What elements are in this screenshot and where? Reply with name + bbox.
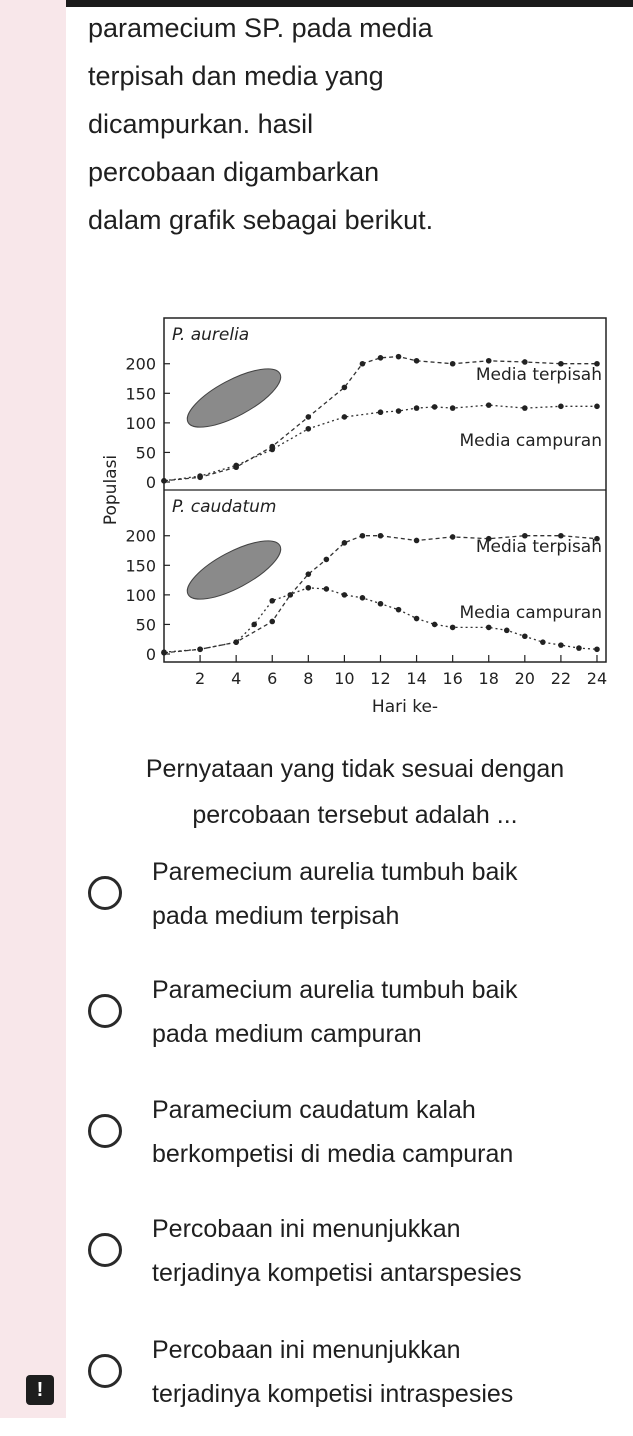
intro-line: percobaan digambarkan bbox=[88, 157, 380, 187]
option-c[interactable] bbox=[66, 1086, 633, 1196]
x-tick-label: 10 bbox=[334, 669, 355, 688]
data-point bbox=[414, 616, 420, 622]
series-label: Media campuran bbox=[459, 431, 602, 451]
y-tick-label: 50 bbox=[135, 615, 156, 635]
data-point bbox=[396, 354, 402, 360]
data-point bbox=[306, 585, 312, 591]
population-chart bbox=[86, 286, 616, 726]
intro-line: terpisah dan media yang bbox=[88, 61, 384, 91]
data-point bbox=[378, 355, 384, 361]
data-point bbox=[360, 533, 366, 539]
x-tick-label: 20 bbox=[514, 669, 535, 688]
data-point bbox=[414, 538, 420, 544]
data-point bbox=[161, 478, 167, 484]
x-tick-label: 4 bbox=[231, 669, 242, 688]
data-point bbox=[269, 447, 275, 453]
data-point bbox=[233, 639, 239, 645]
data-point bbox=[378, 601, 384, 607]
panel-title: P. aurelia bbox=[172, 325, 250, 345]
radio-button[interactable] bbox=[88, 1354, 122, 1388]
option-label bbox=[152, 968, 612, 1056]
y-tick-label: 0 bbox=[145, 645, 156, 664]
data-point bbox=[306, 414, 312, 420]
paramecium-illustration bbox=[180, 358, 289, 439]
data-point bbox=[576, 645, 582, 651]
data-point bbox=[324, 586, 330, 592]
series-label: Media campuran bbox=[459, 603, 602, 623]
data-point bbox=[342, 540, 348, 546]
option-label bbox=[152, 1207, 612, 1295]
option-label-line: Paremecium aurelia tumbuh baik bbox=[152, 858, 518, 886]
data-point bbox=[233, 463, 239, 469]
data-point bbox=[450, 625, 456, 631]
data-point bbox=[450, 405, 456, 411]
data-point bbox=[306, 571, 312, 577]
data-point bbox=[540, 639, 546, 645]
series-label: Media terpisah bbox=[475, 365, 602, 385]
option-label-line: Percobaan ini menunjukkan bbox=[152, 1215, 461, 1243]
y-tick-label: 100 bbox=[125, 585, 156, 605]
radio-button[interactable] bbox=[88, 994, 122, 1028]
intro-line: dicampurkan. hasil bbox=[88, 109, 314, 139]
option-label-line: berkompetisi di media campuran bbox=[152, 1140, 514, 1168]
data-point bbox=[161, 649, 167, 655]
y-tick-label: 0 bbox=[145, 473, 156, 492]
data-point bbox=[360, 361, 366, 367]
x-tick-label: 12 bbox=[370, 669, 391, 688]
data-point bbox=[251, 622, 257, 628]
option-label-line: pada medium terpisah bbox=[152, 902, 400, 930]
option-label-line: Paramecium caudatum kalah bbox=[152, 1096, 476, 1124]
x-axis-label: Hari ke- bbox=[371, 697, 439, 717]
question-text: Pernyataan yang tidak sesuai dengan percobaan tersebut adalah ... bbox=[145, 755, 565, 829]
data-point bbox=[450, 361, 456, 367]
data-point bbox=[522, 405, 528, 411]
data-point bbox=[432, 622, 438, 628]
data-point bbox=[342, 385, 348, 391]
option-label-line: Paramecium aurelia tumbuh baik bbox=[152, 976, 518, 1004]
data-point bbox=[522, 359, 528, 365]
radio-button[interactable] bbox=[88, 1114, 122, 1148]
data-point bbox=[558, 642, 564, 648]
data-point bbox=[396, 408, 402, 414]
data-point bbox=[324, 557, 330, 563]
data-point bbox=[594, 646, 600, 652]
panel-title: P. caudatum bbox=[172, 497, 277, 517]
radio-button[interactable] bbox=[88, 876, 122, 910]
data-point bbox=[522, 633, 528, 639]
x-tick-label: 8 bbox=[303, 669, 314, 688]
x-tick-label: 2 bbox=[194, 669, 206, 688]
data-point bbox=[486, 402, 492, 408]
option-a[interactable] bbox=[66, 848, 633, 958]
option-b[interactable] bbox=[66, 966, 633, 1076]
data-point bbox=[414, 358, 420, 364]
option-label bbox=[152, 850, 612, 938]
option-label-line: pada medium campuran bbox=[152, 1020, 422, 1048]
x-tick-label: 18 bbox=[478, 669, 499, 688]
data-point bbox=[396, 607, 402, 613]
side-strip bbox=[0, 0, 66, 1418]
option-d[interactable] bbox=[66, 1205, 633, 1315]
x-tick-label: 24 bbox=[586, 669, 608, 688]
x-tick-label: 22 bbox=[550, 669, 572, 688]
option-label-line: terjadinya kompetisi intraspesies bbox=[152, 1380, 514, 1408]
question-intro bbox=[88, 4, 608, 244]
y-tick-label: 150 bbox=[125, 384, 156, 404]
data-point bbox=[378, 533, 384, 539]
population-chart-figure bbox=[86, 286, 616, 726]
option-label-line: Percobaan ini menunjukkan bbox=[152, 1336, 461, 1364]
data-point bbox=[342, 414, 348, 420]
option-label bbox=[152, 1328, 612, 1416]
series-label: Media terpisah bbox=[475, 537, 602, 557]
y-tick-label: 200 bbox=[125, 526, 156, 546]
data-point bbox=[486, 625, 492, 631]
data-point bbox=[197, 473, 203, 479]
x-tick-label: 14 bbox=[406, 669, 427, 688]
data-point bbox=[594, 404, 600, 410]
data-point bbox=[269, 619, 275, 625]
x-tick-label: 16 bbox=[442, 669, 463, 688]
data-point bbox=[306, 426, 312, 432]
data-point bbox=[378, 409, 384, 415]
warning-icon[interactable]: ! bbox=[26, 1375, 54, 1405]
y-tick-label: 200 bbox=[125, 354, 156, 374]
y-tick-label: 150 bbox=[125, 556, 156, 576]
data-point bbox=[269, 598, 275, 604]
data-point bbox=[197, 646, 203, 652]
intro-line: paramecium SP. pada media bbox=[88, 13, 433, 43]
data-point bbox=[342, 592, 348, 598]
data-point bbox=[504, 628, 510, 634]
data-point bbox=[414, 405, 420, 411]
y-tick-label: 100 bbox=[125, 413, 156, 433]
data-point bbox=[360, 595, 366, 601]
radio-button[interactable] bbox=[88, 1233, 122, 1267]
data-point bbox=[432, 404, 438, 410]
option-label-line: terjadinya kompetisi antarspesies bbox=[152, 1259, 522, 1287]
data-point bbox=[558, 404, 564, 410]
option-label bbox=[152, 1088, 612, 1176]
y-tick-label: 50 bbox=[135, 443, 156, 463]
data-point bbox=[486, 358, 492, 364]
option-e[interactable] bbox=[66, 1326, 633, 1436]
x-tick-label: 6 bbox=[267, 669, 278, 688]
data-point bbox=[450, 534, 456, 540]
intro-line: dalam grafik sebagai berikut. bbox=[88, 205, 434, 235]
y-axis-label: Populasi bbox=[101, 454, 121, 526]
